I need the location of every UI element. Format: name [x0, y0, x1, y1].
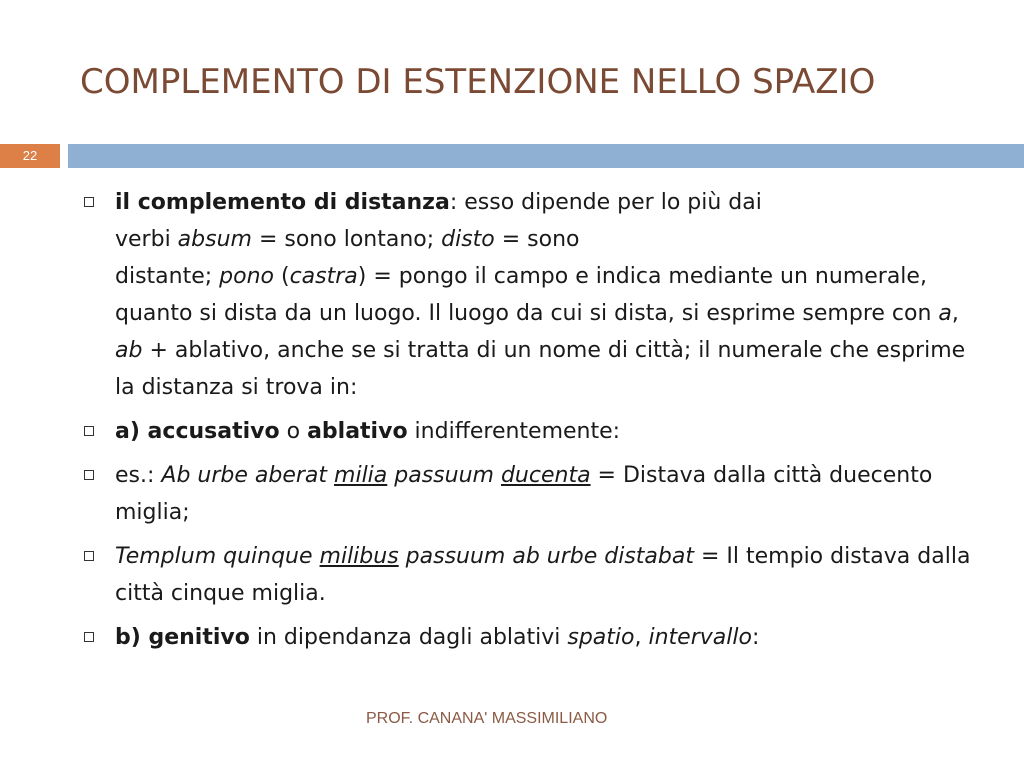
bullet-text: Templum quinque milibus passuum ab urbe distabat = Il tempio distava dalla città cinque miglia. — [115, 544, 971, 606]
slide-title: COMPLEMENTO DI ESTENZIONE NELLO SPAZIO — [80, 62, 876, 102]
footer-author: PROF. CANANA' MASSIMILIANO — [366, 710, 608, 727]
bullet-square-icon — [84, 470, 94, 480]
bullet-text: a) accusativo o ablativo indifferentemente: — [115, 419, 621, 444]
bullet-distance-definition — [84, 184, 984, 406]
bullet-example-ducenta — [84, 457, 984, 531]
term-complemento-di-distanza: il complemento di distanza — [115, 190, 450, 215]
bullet-square-icon — [84, 197, 94, 207]
bullet-text: es.: Ab urbe aberat milia passuum ducenta = Distava dalla città duecento miglia; — [115, 463, 933, 525]
bullet-accusativo-ablativo — [84, 413, 984, 450]
bullet-text: il complemento di distanza: esso dipende per lo più dai verbi absum = sono lontano; disto = sono distante; pono (castra) = pongo il campo e indica mediante un numerale, quanto si dista da un luogo. Il luogo da cui si dista, si esprime sempre con a, ab + ablativo, anche se si tratta di un nome di città; il numerale che esprime la distanza si trova in: — [115, 190, 966, 400]
bullet-text: b) genitivo in dipendanza dagli ablativi spatio, intervallo: — [115, 625, 760, 650]
bullet-square-icon — [84, 551, 94, 561]
slide-number: 22 — [22, 148, 38, 163]
bullet-genitivo — [84, 619, 984, 656]
bullet-list — [84, 184, 984, 663]
bullet-example-templum — [84, 538, 984, 612]
bullet-square-icon — [84, 426, 94, 436]
bullet-square-icon — [84, 632, 94, 642]
accent-bar — [68, 144, 1024, 168]
